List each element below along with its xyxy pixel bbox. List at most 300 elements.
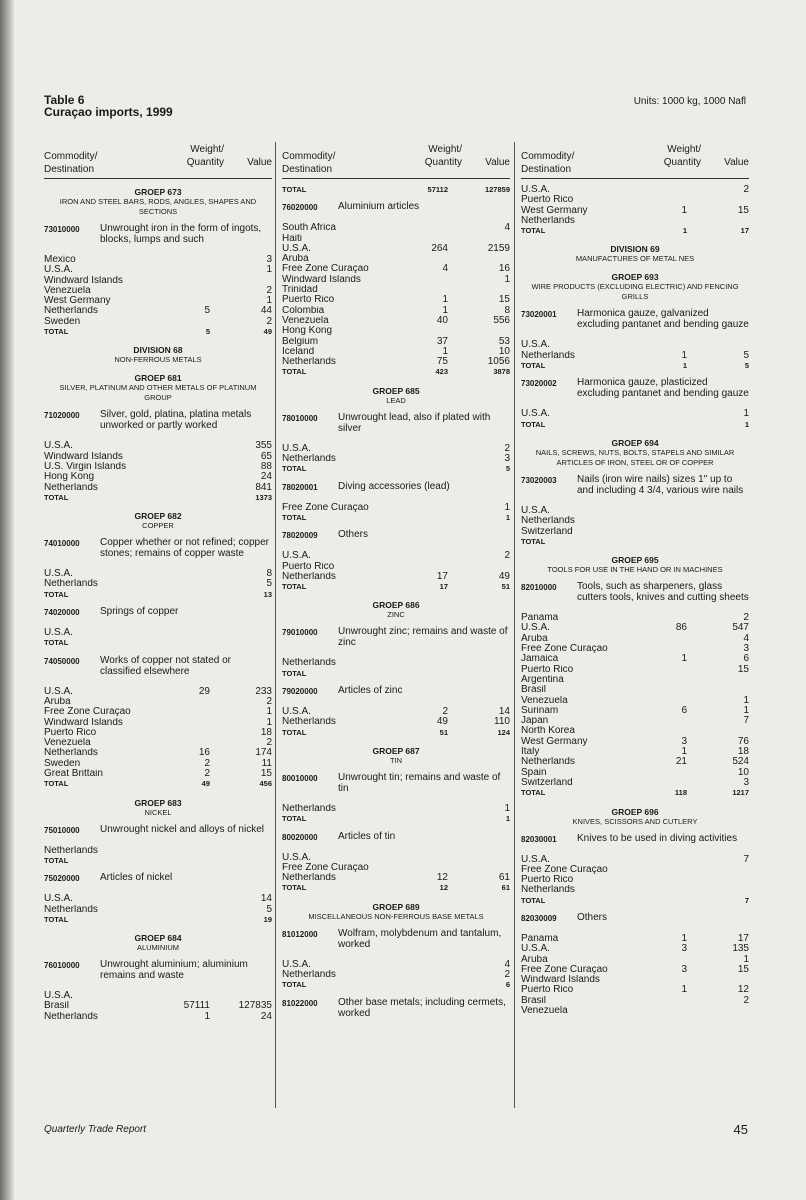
table-row [44,569,272,579]
header-quantity-label: Quantity [186,157,224,168]
destination-cell: U.S.A. [44,265,73,276]
value-cell: 6 [743,653,749,665]
value-cell: 1 [744,419,749,429]
table-row [521,409,749,419]
table-row [44,738,272,748]
commodity-description: Works of copper not stated or classified elsewhere [100,654,231,677]
commodity-code: 73020002 [521,379,557,389]
weight-cell: 17 [439,582,448,592]
value-cell: 17 [737,932,749,944]
commodity-description: Silver, gold, platina, platina metals unworked or partly worked [100,409,252,432]
value-cell: 1 [504,802,510,814]
commodity-description: Others [577,911,608,923]
commodity-code: 79010000 [282,628,318,638]
destination-cell: U.S.A. [44,628,73,639]
destination-cell: Puerto Rico [282,295,335,306]
destination-cell: Windward Islands [44,275,123,286]
commodity-item [44,537,272,559]
value-cell [687,1006,749,1016]
weight-cell [398,970,448,980]
table-row [44,306,272,316]
destination-cell: U.S.A. [521,623,550,634]
destination-cell: Iceland [282,346,315,357]
commodity-item [44,655,272,677]
weight-cell: 17 [436,570,448,582]
value-cell [687,885,749,895]
table-row [521,675,749,685]
destination-cell: TOTAL [521,895,546,905]
weight-cell [637,340,687,350]
weight-cell: 3 [681,963,687,975]
table-row [282,295,510,305]
value-cell: 174 [255,747,272,759]
group-description: TOOLS FOR USE IN THE HAND OR IN MACHINES [547,565,723,575]
destination-cell: Netherlands [44,1011,98,1022]
value-cell: 8 [504,304,510,316]
weight-cell [637,195,687,205]
table-row [282,326,510,336]
destination-cell: Hong Kong [282,326,333,337]
weight-cell [160,286,210,296]
weight-cell: 16 [198,747,210,759]
header-weight [641,143,701,169]
commodity-code: 80020000 [282,832,318,842]
commodity-description: Knives to be used in diving activities [577,832,738,844]
value-cell [687,685,749,695]
value-cell: 14 [260,893,272,905]
value-cell: 15 [737,204,749,216]
destination-cell: South Africa [282,223,336,234]
group-description: WIRE PRODUCTS (EXCLUDING ELECTRIC) AND FENCING GRILLS [531,282,739,302]
table-row [282,347,510,357]
destination-cell: Netherlands [282,658,336,669]
weight-cell: 51 [439,727,448,737]
destination-cell: TOTAL [282,668,307,678]
total-row [282,185,510,195]
weight-cell [160,493,210,503]
table-row [44,1012,272,1022]
value-cell [687,875,749,885]
commodity-code: 76020000 [282,203,318,213]
weight-cell [637,726,687,736]
destination-cell: Puerto Rico [521,875,574,886]
weight-cell [398,804,448,814]
value-cell: 3 [504,453,510,465]
value-cell: 10 [498,345,510,357]
group-description: ALUMINIUM [136,943,180,953]
value-cell: 4 [504,958,510,970]
value-cell: 17 [740,226,749,236]
commodity-description: Harmonica gauze, galvanized excluding pantanet and bending gauze [577,308,749,331]
weight-cell [160,628,210,638]
weight-cell: 1 [442,345,448,357]
table-row [282,960,510,970]
commodity-description: Harmonica gauze, plasticized excluding pantanet and bending gauze [577,377,749,400]
value-cell: 14 [498,706,510,718]
group-heading: GROEP 683 [134,797,182,808]
weight-cell: 1 [681,746,687,758]
weight-cell [160,905,210,915]
value-cell: 24 [260,471,272,483]
table-row [521,865,749,875]
destination-cell: Netherlands [282,571,336,582]
value-cell [210,846,272,856]
total-row [521,537,749,547]
value-cell: 355 [255,440,272,452]
weight-cell: 57112 [427,185,448,194]
table-row [282,970,510,980]
total-row [44,779,272,789]
value-cell: 1 [505,814,510,824]
destination-cell: TOTAL [282,814,307,824]
value-cell: 233 [255,685,272,697]
value-cell: 1 [743,408,749,420]
value-cell: 110 [494,716,510,728]
table-row [282,337,510,347]
destination-cell: U.S.A. [282,443,311,454]
value-cell: 127859 [484,185,510,194]
destination-cell: Free Zone Curaçao [521,964,608,975]
table-row [521,716,749,726]
commodity-description: Other base metals; including cermets, worked [338,996,506,1019]
commodity-code: 82030001 [521,834,557,844]
header-weight-label: Weight/ [428,144,462,155]
destination-cell: Free Zone Curaçao [521,644,608,655]
commodity-description: Unwrought nickel and alloys of nickel [100,823,264,835]
table-row [521,1006,749,1016]
destination-cell: TOTAL [521,226,546,236]
weight-cell [637,516,687,526]
table-row [282,853,510,863]
commodity-description: Nails (iron wire nails) sizes 1" up to and including 4 3/4, various wire nails [577,473,744,496]
destination-cell: U.S.A. [521,854,550,865]
commodity-code: 79020000 [282,687,318,697]
weight-cell: 3 [681,735,687,747]
value-cell: 1 [266,706,272,718]
value-cell: 61 [501,883,510,893]
destination-cell: Netherlands [44,845,98,856]
destination-cell: TOTAL [521,536,546,546]
weight-cell [398,275,448,285]
group-description: IRON AND STEEL BARS, RODS, ANGLES, SHAPES AND SECTIONS [59,197,257,216]
weight-cell [160,728,210,738]
table-row [521,185,749,195]
weight-cell [398,551,448,561]
total-row [44,590,272,600]
value-cell: 49 [498,570,510,582]
destination-cell: TOTAL [44,779,69,789]
destination-cell: Puerto Rico [521,985,574,996]
value-cell: 7 [744,895,749,905]
weight-cell: 1 [681,204,687,216]
value-cell [210,856,272,866]
value-cell: 1 [504,273,510,285]
value-cell: 5 [505,464,510,474]
weight-cell: 37 [436,335,448,347]
table-row [44,991,272,1001]
destination-cell: U.S.A. [521,185,550,195]
group-heading: GROEP 684 [134,933,182,944]
table-row [282,658,510,668]
table-row [44,441,272,451]
value-cell [210,276,272,286]
value-cell: 8 [266,568,272,580]
commodity-description: Springs of copper [100,606,179,618]
destination-cell: U.S.A. [282,852,311,863]
value-cell: 19 [263,914,272,924]
value-cell: 4 [743,632,749,644]
destination-cell: Brasil [521,685,547,696]
weight-cell [637,696,687,706]
weight-cell [637,675,687,685]
destination-cell: Hong Kong [44,472,95,483]
table-row [282,873,510,883]
value-cell [687,527,749,537]
header-value-label: Value [247,157,272,168]
weight-cell [637,665,687,675]
value-cell: 6 [505,980,510,990]
value-cell: 124 [497,727,510,737]
destination-cell: U.S.A. [521,944,550,955]
destination-cell: U.S. Virgin Islands [44,461,127,472]
destination-cell: Argentina [521,674,564,685]
value-cell [687,675,749,685]
weight-cell [160,441,210,451]
table-row [521,206,749,216]
table-row [521,875,749,885]
column-divider [275,142,276,1108]
table-row [44,748,272,758]
total-row [282,883,510,893]
destination-cell: Netherlands [44,579,98,590]
commodity-description: Articles of tin [338,830,396,842]
table-row [521,340,749,350]
total-row [282,513,510,523]
weight-cell [637,716,687,726]
value-cell: 15 [737,963,749,975]
weight-cell: 118 [674,788,687,798]
value-cell: 4 [504,222,510,234]
table-row [44,628,272,638]
header-value-label: Value [485,157,510,168]
commodity-code: 81012000 [282,929,318,939]
table-row [282,244,510,254]
weight-cell: 264 [431,242,448,254]
table-row [521,195,749,205]
weight-cell [160,590,210,600]
total-row [282,814,510,824]
group-description: NICKEL [144,807,172,817]
destination-cell: North Korea [521,726,575,737]
weight-cell: 4 [442,263,448,275]
table-row [521,506,749,516]
commodity-code: 78020001 [282,482,318,492]
commodity-code: 73020001 [521,310,557,320]
table-row [521,855,749,865]
destination-cell: Puerto Rico [521,664,574,675]
weight-cell [637,768,687,778]
table-row [282,285,510,295]
table-row [282,717,510,727]
weight-cell [637,875,687,885]
value-cell: 1 [505,512,510,522]
destination-cell: TOTAL [521,788,546,798]
table-row [44,769,272,779]
total-row [282,464,510,474]
destination-cell: Brasil [44,1001,70,1012]
value-cell: 65 [260,450,272,462]
table-row [521,623,749,633]
table-row [44,894,272,904]
commodity-code: 80010000 [282,773,318,783]
value-cell: 1217 [732,788,749,798]
destination-cell: TOTAL [521,361,546,371]
weight-cell: 423 [435,367,448,377]
commodity-description: Unwrought lead, also if plated with silver [338,411,491,434]
value-cell [448,658,510,668]
header-weight [164,143,224,169]
weight-cell [637,644,687,654]
header-weight-label: Weight/ [667,144,701,155]
table-row [282,223,510,233]
weight-cell [637,685,687,695]
table-row [282,306,510,316]
header-commodity [282,150,335,176]
destination-cell: Netherlands [282,357,336,368]
weight-cell [637,955,687,965]
weight-cell: 1 [204,1010,210,1022]
table-row [521,737,749,747]
group-description: NON-FERROUS METALS [114,355,202,365]
destination-cell: Netherlands [521,885,575,896]
destination-cell: TOTAL [44,855,69,865]
destination-cell: Aruba [521,633,548,644]
group-heading: GROEP 673 [134,187,182,197]
header-destination-label: Destination [521,164,572,175]
destination-cell: U.S.A. [44,441,73,452]
commodity-description: Others [338,529,369,541]
destination-cell: Venezuela [44,738,91,749]
value-cell: 18 [737,746,749,758]
weight-cell: 3 [681,943,687,955]
value-cell: 7 [743,853,749,865]
table-row [44,462,272,472]
weight-cell [398,513,448,523]
commodity-code: 74010000 [44,539,80,549]
table-row [282,264,510,274]
destination-cell: West Germany [521,205,588,216]
destination-cell: TOTAL [44,914,69,924]
table-row [282,316,510,326]
commodity-code: 73010000 [44,225,80,234]
weight-cell [160,569,210,579]
value-cell: 1 [266,716,272,728]
destination-cell: Trinidad [282,285,318,296]
group-heading: DIVISION 69 [610,244,660,255]
header-commodity-label: Commodity/ [44,151,98,162]
commodity-code: 74020000 [44,608,80,618]
commodity-item [44,959,272,981]
table-row [521,706,749,716]
weight-cell [398,464,448,474]
weight-cell: 1 [682,361,687,371]
weight-cell [637,975,687,985]
weight-cell [160,483,210,493]
destination-cell: Aruba [521,954,548,965]
value-cell [448,853,510,863]
header-destination-label: Destination [44,164,95,175]
table-number: Table 6 [44,93,85,107]
destination-cell: U.S.A. [521,505,550,516]
table-row [521,516,749,526]
table-row [521,527,749,537]
value-cell [687,865,749,875]
table-row [521,965,749,975]
destination-cell: U.S.A. [282,959,311,970]
header-commodity [521,150,574,176]
header-destination-label: Destination [282,164,333,175]
value-cell: 5 [266,903,272,915]
total-row [282,367,510,377]
table-row [521,696,749,706]
destination-cell: TOTAL [44,638,69,648]
value-cell [210,638,272,648]
commodity-item [521,912,749,924]
weight-cell [160,472,210,482]
column-1 [44,140,272,1022]
table-row [44,707,272,717]
value-cell [687,216,749,226]
commodity-description: Wolfram, molybdenum and tantalum, worked [338,927,502,950]
value-cell: 16 [498,263,510,275]
destination-cell: Netherlands [521,215,575,226]
group-heading: GROEP 694 [611,437,659,448]
destination-cell: Netherlands [282,454,336,465]
header-commodity [44,150,97,176]
table-row [282,444,510,454]
destination-cell: Netherlands [44,306,98,317]
value-cell: 2 [504,968,510,980]
table-row [44,472,272,482]
value-cell: 2159 [487,242,510,254]
weight-cell: 2 [204,768,210,780]
total-row [44,915,272,925]
destination-cell: TOTAL [44,492,69,502]
value-cell: 1 [504,501,510,513]
weight-cell [637,896,687,906]
destination-cell: Netherlands [44,482,98,493]
weight-cell [398,814,448,824]
weight-cell [160,846,210,856]
destination-cell: Windward Islands [521,975,600,986]
table-row [282,551,510,561]
value-cell: 841 [255,481,272,493]
total-row [521,361,749,371]
destination-cell: Switzerland [521,777,573,788]
weight-cell: 49 [436,716,448,728]
weight-cell: 1 [442,304,448,316]
column-header [44,140,272,179]
table-row [44,905,272,915]
destination-cell: Belgium [282,336,319,347]
group-description: ZINC [387,610,405,620]
value-cell: 1 [266,295,272,307]
destination-cell: West Germany [521,736,588,747]
group-heading: GROEP 682 [134,511,182,522]
value-cell: 1 [743,694,749,706]
weight-cell [637,409,687,419]
table-row [44,483,272,493]
